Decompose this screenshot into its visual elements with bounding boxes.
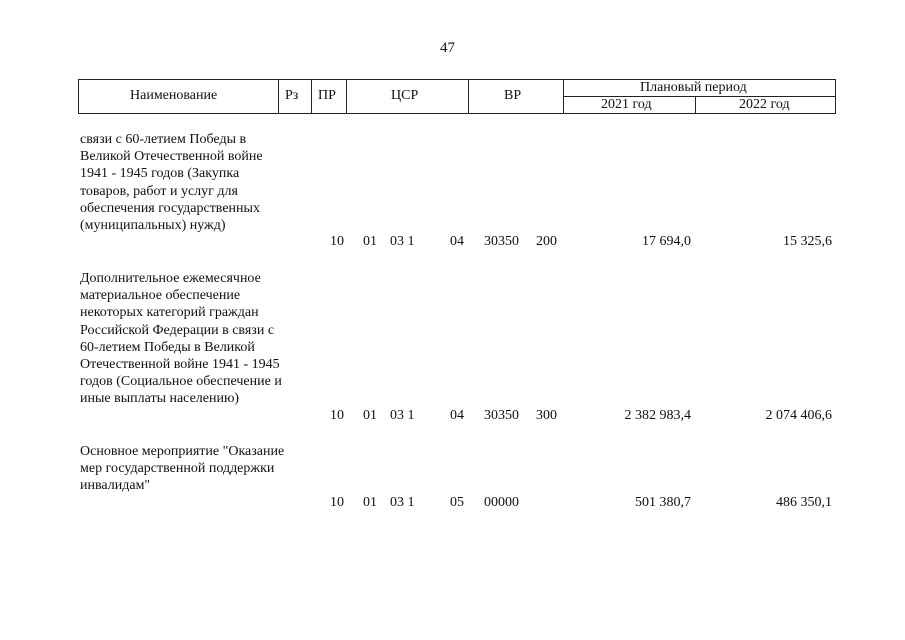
header-rz: Рз	[285, 88, 299, 103]
header-csr: ЦСР	[391, 88, 419, 103]
row-csr-part2: 04	[450, 408, 464, 423]
header-name: Наименование	[130, 88, 218, 103]
header-pr: ПР	[318, 88, 336, 103]
row-csr-part3: 30350	[484, 408, 519, 423]
header-bottom-border	[78, 113, 835, 114]
header-planned-period: Плановый период	[640, 80, 747, 95]
header-year-2022: 2022 год	[739, 97, 790, 112]
row-amount-2021: 17 694,0	[642, 234, 691, 249]
header-vline	[346, 79, 347, 114]
row-pr: 01	[363, 234, 377, 249]
row-amount-2022: 15 325,6	[783, 234, 832, 249]
row-csr-part1: 03 1	[390, 495, 415, 510]
row-vr: 300	[536, 408, 557, 423]
row-csr-part1: 03 1	[390, 234, 415, 249]
row-amount-2022: 486 350,1	[776, 495, 832, 510]
row-amount-2021: 2 382 983,4	[624, 408, 691, 423]
row-name: Основное мероприятие "Оказание мер государственной поддержки инвалидам"	[80, 444, 285, 494]
row-vr: 200	[536, 234, 557, 249]
header-vr: ВР	[504, 88, 522, 103]
row-pr: 01	[363, 408, 377, 423]
row-rz: 10	[330, 234, 344, 249]
table-row	[80, 443, 840, 515]
table-row	[80, 270, 840, 428]
row-amount-2021: 501 380,7	[635, 495, 691, 510]
page-number: 47	[440, 40, 455, 56]
row-csr-part2: 05	[450, 495, 464, 510]
row-csr-part1: 03 1	[390, 408, 415, 423]
header-vline	[835, 79, 836, 114]
row-name: Дополнительное ежемесячное материальное обеспечение некоторых категорий граждан Российской Федерации в связи с 60-летием Победы в Великой Отечественной войне 1941 - 1945 годов (Социальное обеспечение и иные выплаты населению)	[80, 271, 282, 407]
row-csr-part2: 04	[450, 234, 464, 249]
header-year-2021: 2021 год	[601, 97, 652, 112]
header-vline	[78, 79, 79, 114]
table-row	[80, 131, 840, 255]
row-name: связи с 60-летием Победы в Великой Отечественной войне 1941 - 1945 годов (Закупка товаров, работ и услуг для обеспечения государственных (муниципальных) нужд)	[80, 132, 263, 234]
row-amount-2022: 2 074 406,6	[765, 408, 832, 423]
header-vline	[311, 79, 312, 114]
header-vline	[278, 79, 279, 114]
row-csr-part3: 00000	[484, 495, 519, 510]
header-vline	[468, 79, 469, 114]
row-pr: 01	[363, 495, 377, 510]
row-csr-part3: 30350	[484, 234, 519, 249]
header-vline	[695, 96, 696, 114]
row-rz: 10	[330, 495, 344, 510]
row-rz: 10	[330, 408, 344, 423]
header-vline	[563, 79, 564, 114]
